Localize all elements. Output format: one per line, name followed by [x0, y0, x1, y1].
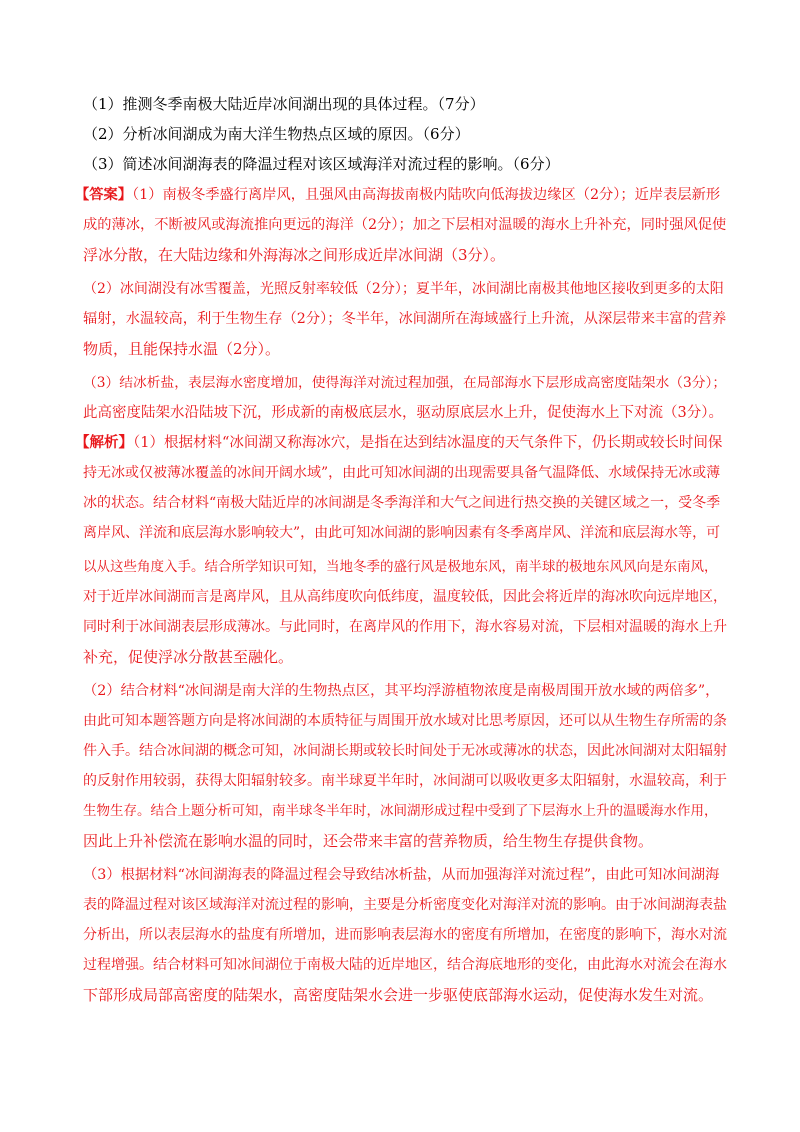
analysis-line-10: 由此可知本题答题方向是将冰间湖的本质特征与周围开放水域对比思考原因，还可以从生物生存所需的条	[83, 713, 727, 729]
analysis-line-7: 同时利于冰间湖表层形成薄冰。与此同时，在离岸风的作用下，海水容易对流，下层相对温暖的海水上升	[83, 619, 727, 635]
analysis-tag: 【解析】	[75, 434, 133, 451]
analysis-line-16: 表的降温过程对该区域海洋对流过程的影响，主要是分析密度变化对海洋对流的影响。由于冰间湖海表盐	[83, 897, 727, 913]
answer-line-7: （3）结冰析盐，表层海水密度增加，使得海洋对流过程加强，在局部海水下层形成高密度陆架水（3分）；	[83, 375, 727, 391]
analysis-line-9: （2）结合材料“冰间湖是南大洋的生物热点区，其平均浮游植物浓度是南极周围开放水域的两倍多”，	[83, 683, 720, 699]
answer-line-8: 此高密度陆架水沿陆坡下沉，形成新的南极底层水，驱动原底层水上升，促使海水上下对流（3分）。	[83, 405, 723, 421]
analysis-line-3: 冰的状态。结合材料“南极大陆近岸的冰间湖是冬季海洋和大气之间进行热交换的关键区域之一，受冬季	[83, 495, 721, 511]
question-3: （3）简述冰间湖海表的降温过程对该区域海洋对流过程的影响。（6分）	[83, 155, 560, 173]
answer-line-4: （2）冰间湖没有冰雪覆盖，光照反射率较低（2分）；夏半年，冰间湖比南极其他地区接收到更多的太阳	[83, 281, 724, 297]
answer-line-5: 辐射，水温较高，利于生物生存（2分）；冬半年，冰间湖所在海域盛行上升流，从深层带来丰富的营养	[83, 311, 727, 327]
analysis-text: （1）根据材料“冰间湖又称海冰穴，是指在达到结冰温度的天气条件下，仍长期或较长时间保	[133, 435, 723, 451]
analysis-line-19: 下部形成局部高密度的陆架水，高密度陆架水会进一步驱使底部海水运动，促使海水发生对流。	[83, 986, 714, 1004]
analysis-line-2: 持无冰或仅被薄冰覆盖的冰间开阔水域”，由此可知冰间湖的出现需要具备气温降低、水域保持无冰或薄	[83, 465, 721, 481]
analysis-line-4: 离岸风、洋流和底层海水影响较大”，由此可知冰间湖的影响因素有冬季离岸风、洋流和底层海水等，可	[83, 525, 721, 541]
analysis-line-8: 补充，促使浮冰分散甚至融化。	[83, 648, 294, 666]
answer-line-3: 浮冰分散，在大陆边缘和外海海冰之间形成近岸冰间湖（3分）。	[83, 246, 506, 264]
answer-line-6: 物质，且能保持水温（2分）。	[83, 340, 281, 358]
answer-line-2: 成的薄冰，不断被风或海流推向更远的海洋（2分）；加之下层相对温暖的海水上升补充，同时强风促使	[83, 217, 727, 233]
answer-line-1	[75, 184, 720, 206]
answer-tag: 【答案】	[75, 187, 133, 203]
analysis-line-12: 的反射作用较弱，获得太阳辐射较多。南半球夏半年时，冰间湖可以吸收更多太阳辐射，水温较高，利于	[83, 773, 727, 789]
analysis-line-13: 生物生存。结合上题分析可知，南半球冬半年时，冰间湖形成过程中受到了下层海水上升的温暖海水作用，	[83, 803, 718, 819]
analysis-line-18: 过程增强。结合材料可知冰间湖位于南极大陆的近岸地区，结合海底地形的变化，由此海水对流会在海水	[83, 957, 727, 973]
analysis-line-11: 件入手。结合冰间湖的概念可知，冰间湖长期或较长时间处于无冰或薄冰的状态，因此冰间湖对太阳辐射	[83, 743, 727, 759]
answer-text: （1）南极冬季盛行离岸风，且强风由高海拔南极内陆吹向低海拔边缘区（2分）；近岸表层新形	[132, 187, 721, 203]
analysis-line-17: 分析出，所以表层海水的盐度有所增加，进而影响表层海水的密度有所增加，在密度的影响下，海水对流	[83, 927, 727, 943]
analysis-line-15: （3）根据材料“冰间湖海表的降温过程会导致结冰析盐，从而加强海洋对流过程”，由此可知冰间湖海	[83, 867, 720, 883]
analysis-line-1	[75, 432, 722, 454]
analysis-line-5: 以从这些角度入手。结合所学知识可知，当地冬季的盛行风是极地东风，南半球的极地东风风向是东南风，	[83, 559, 718, 575]
analysis-line-6: 对于近岸冰间湖而言是离岸风，且从高纬度吹向低纬度，温度较低，因此会将近岸的海冰吹向远岸地区，	[83, 589, 727, 605]
question-2: （2）分析冰间湖成为南大洋生物热点区域的原因。（6分）	[83, 125, 470, 143]
analysis-line-14: 因此上升补偿流在影响水温的同时，还会带来丰富的营养物质，给生物生存提供食物。	[83, 832, 654, 850]
question-1: （1）推测冬季南极大陆近岸冰间湖出现的具体过程。（7分）	[83, 95, 485, 113]
